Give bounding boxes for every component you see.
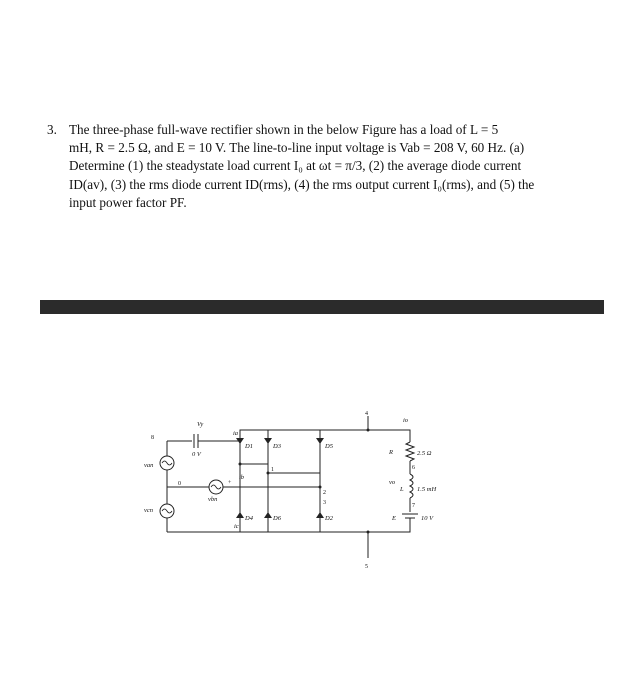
inductor-icon <box>410 474 413 498</box>
d3-label: D3 <box>273 443 281 450</box>
problem-line-5: input power factor PF. <box>69 194 187 210</box>
vy-label: Vy <box>197 421 204 428</box>
r-value: 2.5 Ω <box>417 450 432 457</box>
e-value: 10 V <box>421 515 434 522</box>
problem-line-4: ID(av), (3) the rms diode current ID(rms), (4) the rms output current I₀(rms), and (5) the <box>69 176 535 192</box>
l-label: L <box>400 486 404 493</box>
neutral-label: 0 <box>178 481 181 487</box>
ic-label: ic <box>234 523 239 530</box>
ib-label: ib <box>239 474 245 481</box>
node-1-label: 1 <box>271 467 274 473</box>
diode-d4-icon <box>236 512 244 518</box>
d5-label: D5 <box>325 443 333 450</box>
node-3-label: 3 <box>323 500 326 506</box>
r-label: R <box>389 449 393 456</box>
node-4-label: 4 <box>365 411 368 417</box>
vcn-label: vcn <box>144 507 154 514</box>
d6-label: D6 <box>273 515 281 522</box>
divider-bar <box>40 300 604 314</box>
ov-label: 0 V <box>192 451 201 458</box>
battery-icon <box>402 514 418 518</box>
problem-line-1: The three-phase full-wave rectifier shown in the below Figure has a load of L = 5 <box>69 122 499 137</box>
problem-text <box>69 121 607 212</box>
resistor-icon <box>406 442 414 461</box>
problem-number: 3. <box>47 122 57 137</box>
node-7-label: 7 <box>412 503 415 509</box>
plus-sign: + <box>228 480 232 486</box>
l-value: 1.5 mH <box>417 486 437 493</box>
problem-line-2: mH, R = 2.5 Ω, and E = 10 V. The line-to-line input voltage is Vab = 208 V, 60 Hz. (a) <box>69 140 525 156</box>
rectifier-circuit-figure <box>140 408 450 573</box>
d4-label: D4 <box>245 515 253 522</box>
ia-label: ia <box>233 430 239 437</box>
node-8-label: 8 <box>151 435 154 441</box>
node-6-label: 6 <box>412 465 415 471</box>
io-label: io <box>403 417 409 424</box>
node-5-label: 5 <box>365 564 368 570</box>
e-label: E <box>392 515 396 522</box>
d1-label: D1 <box>245 443 253 450</box>
diode-d2-icon <box>316 512 324 518</box>
diode-d5-icon <box>316 438 324 444</box>
vbn-label: vbn <box>208 496 218 503</box>
node-2-label: 2 <box>323 490 326 496</box>
diode-d3-icon <box>264 438 272 444</box>
van-label: van <box>144 462 154 469</box>
problem-line-3: Determine (1) the steadystate load current I₀ at ωt = π/3, (2) the average diode current <box>69 158 522 174</box>
problem-3 <box>47 121 607 212</box>
diode-d6-icon <box>264 512 272 518</box>
vo-label: vo <box>389 479 396 486</box>
d2-label: D2 <box>325 515 333 522</box>
